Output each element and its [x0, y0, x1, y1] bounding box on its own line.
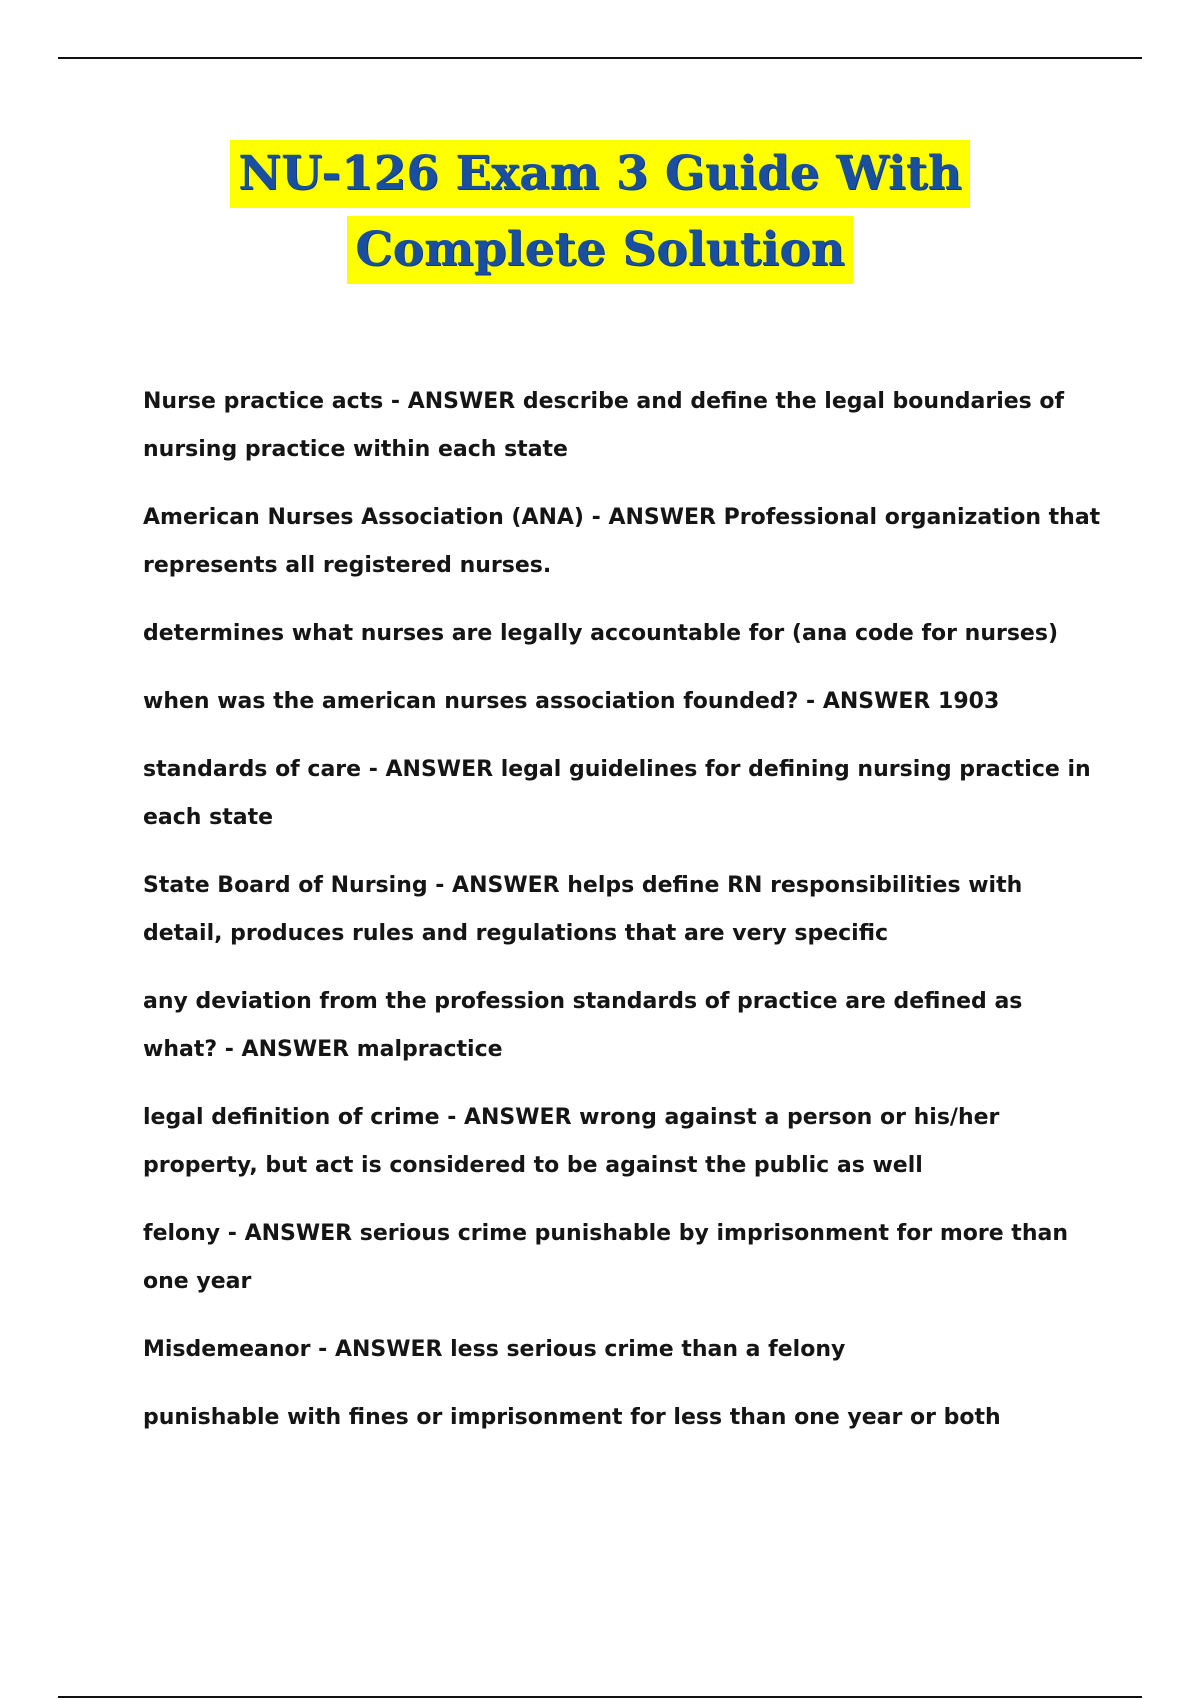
qa-entry: when was the american nurses association founded? - ANSWER 1903: [143, 689, 1000, 714]
qa-entry: Nurse practice acts - ANSWER describe and define the legal boundaries of nursing practice within each state: [143, 389, 1065, 462]
qa-entry-list: [143, 378, 1103, 1462]
qa-entry: Misdemeanor - ANSWER less serious crime than a felony: [143, 1337, 846, 1362]
qa-entry: felony - ANSWER serious crime punishable by imprisonment for more than one year: [143, 1221, 1068, 1294]
qa-entry: American Nurses Association (ANA) - ANSWER Professional organization that represents all registered nurses.: [143, 505, 1101, 578]
document-title: [0, 140, 1200, 292]
bottom-rule: [58, 1696, 1142, 1698]
qa-entry: legal definition of crime - ANSWER wrong against a person or his/her property, but act is considered to be against the public as well: [143, 1105, 1000, 1178]
qa-entry: State Board of Nursing - ANSWER helps define RN responsibilities with detail, produces rules and regulations that are very specific: [143, 873, 1023, 946]
top-rule: [58, 57, 1142, 59]
qa-entry: any deviation from the profession standards of practice are defined as what? - ANSWER malpractice: [143, 989, 1023, 1062]
title-line-1: NU-126 Exam 3 Guide With: [230, 140, 970, 208]
qa-entry: determines what nurses are legally accountable for (ana code for nurses): [143, 621, 1058, 646]
qa-entry: punishable with fines or imprisonment for less than one year or both: [143, 1405, 1001, 1430]
title-line-2: Complete Solution: [347, 216, 852, 284]
qa-entry: standards of care - ANSWER legal guidelines for defining nursing practice in each state: [143, 757, 1091, 830]
